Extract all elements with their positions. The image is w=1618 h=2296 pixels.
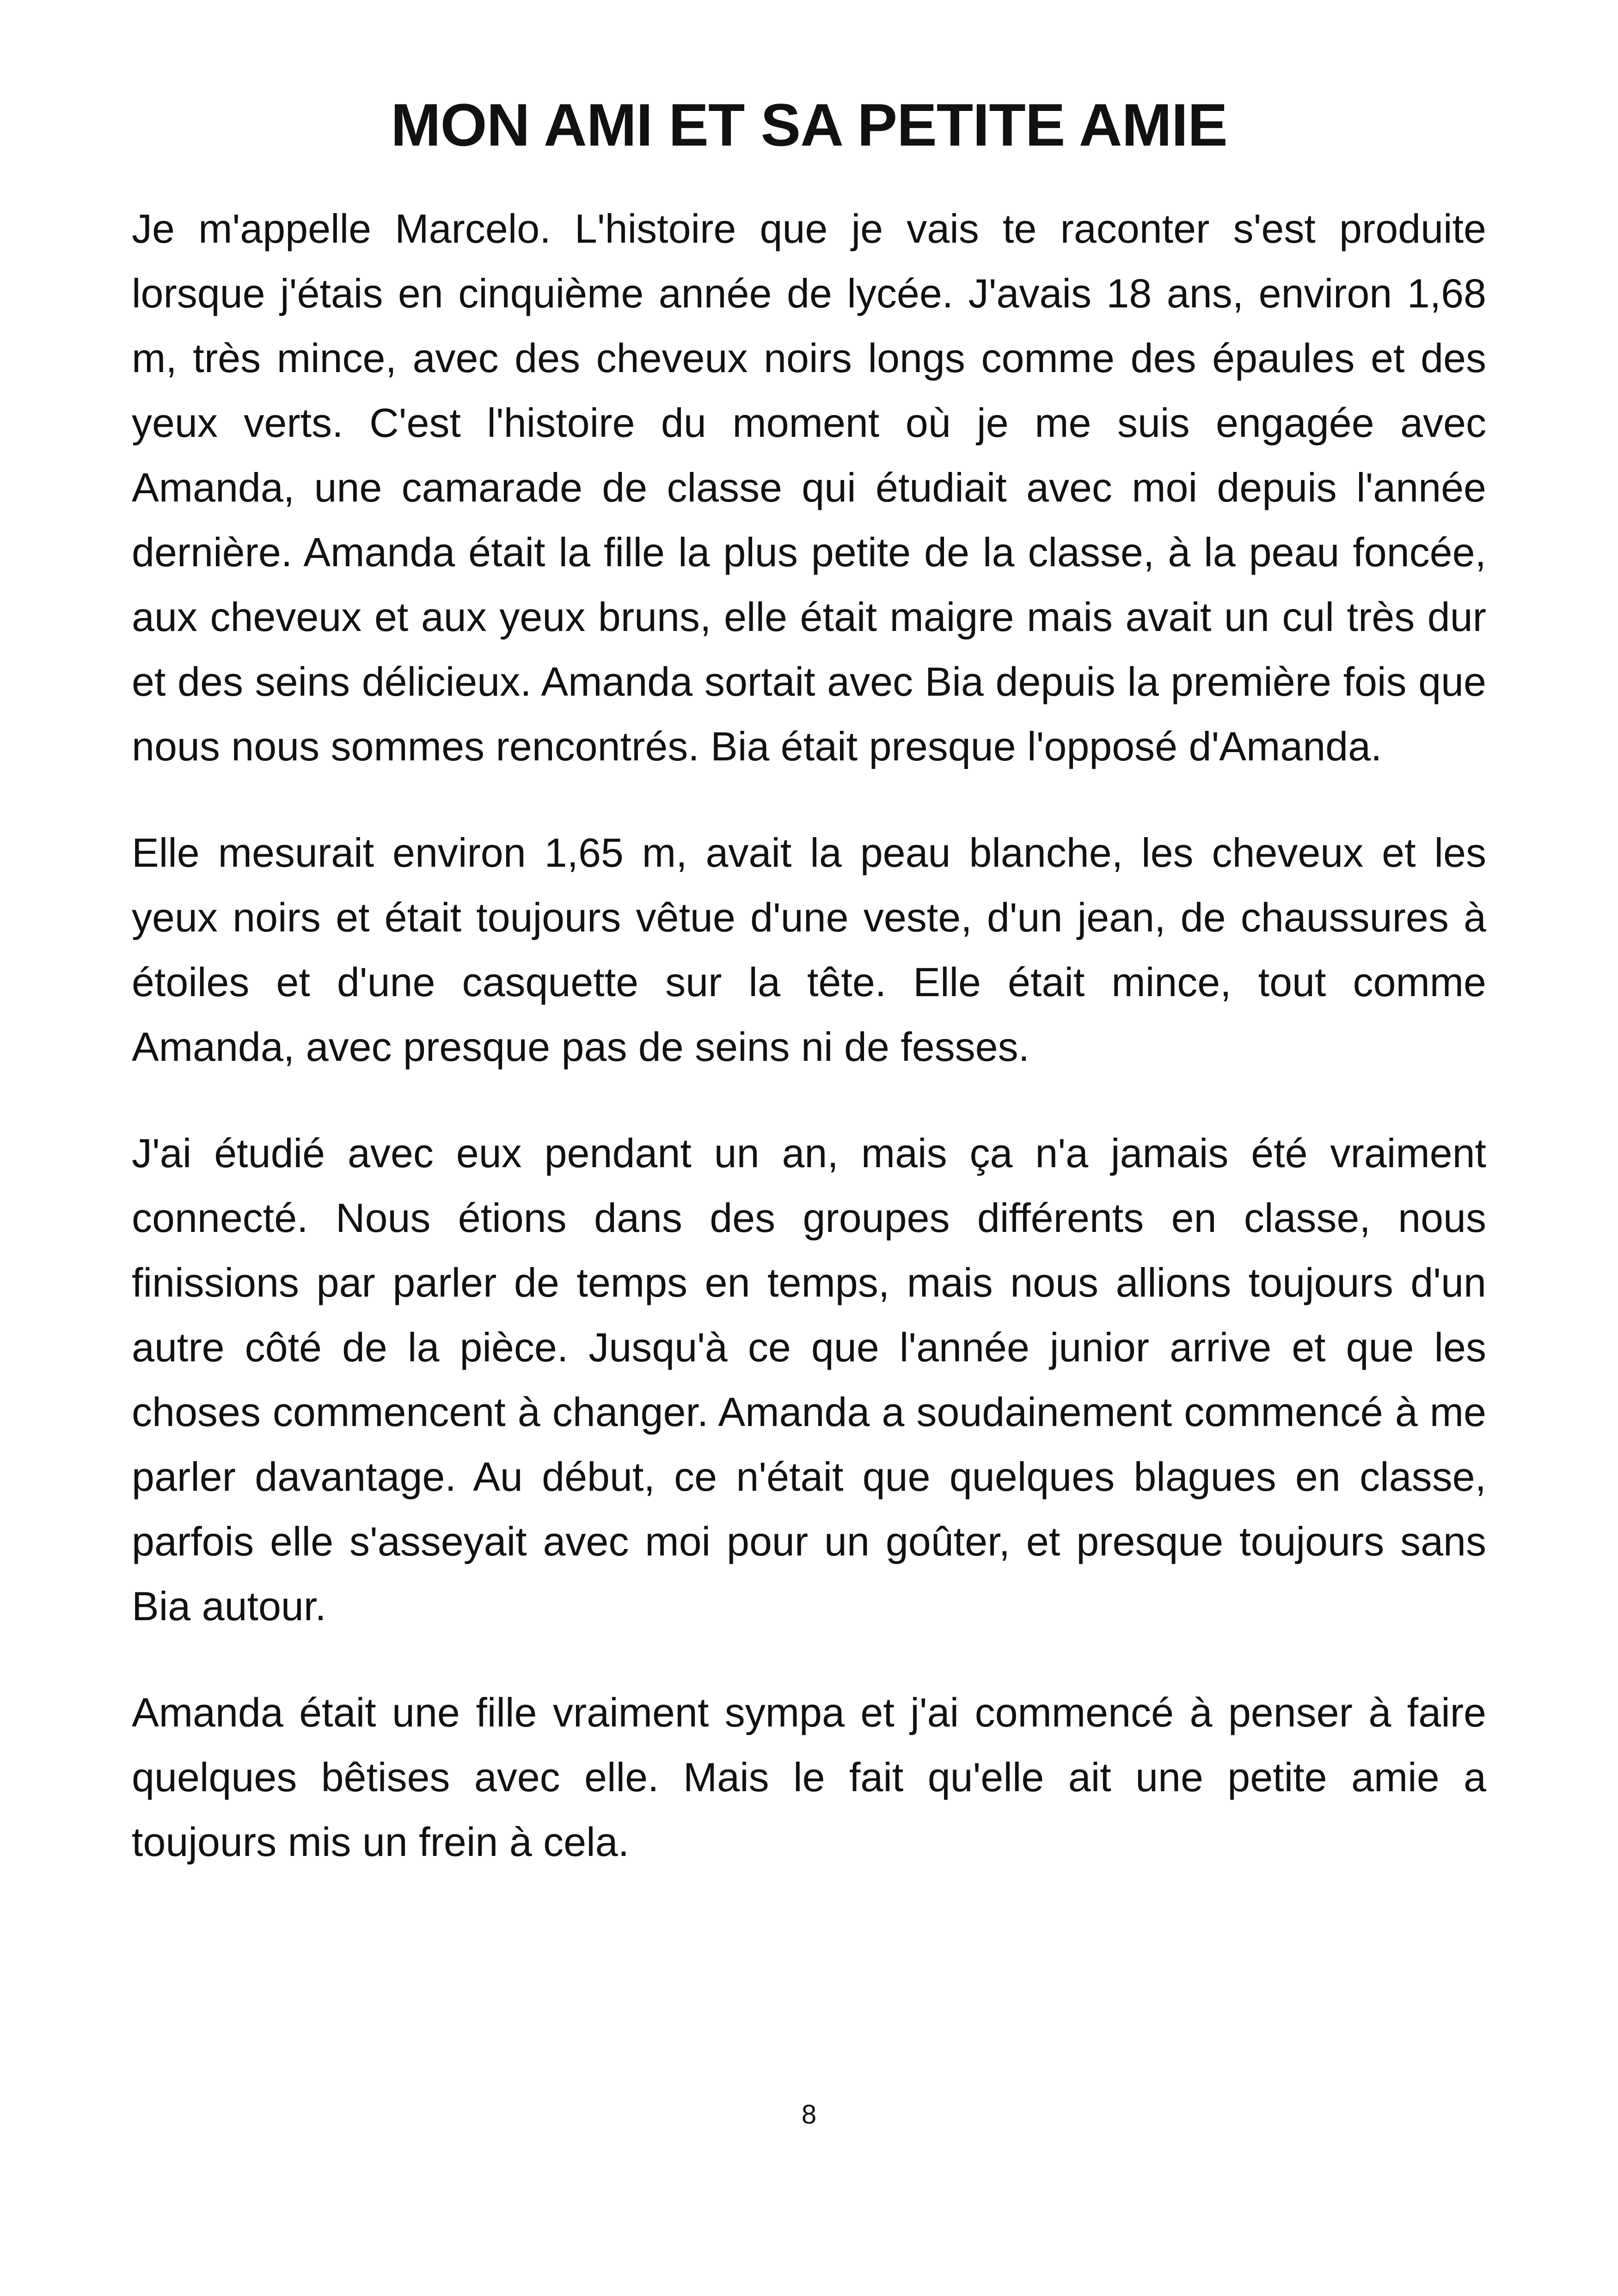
page-title: MON AMI ET SA PETITE AMIE <box>391 91 1227 159</box>
body-text <box>132 196 1486 1916</box>
paragraph-2: Elle mesurait environ 1,65 m, avait la peau blanche, les cheveux et les yeux noirs et était toujours vêtue d'une veste, d'un jean, de chaussures à étoiles et d'une casquette sur la tête. Elle était mince, tout comme Amanda, avec presque pas de seins ni de fesses. <box>132 830 1486 1070</box>
paragraph-4: Amanda était une fille vraiment sympa et j'ai commencé à penser à faire quelques bêtises avec elle. Mais le fait qu'elle ait une petite amie a toujours mis un frein à cela. <box>132 1690 1486 1865</box>
paragraph-1: Je m'appelle Marcelo. L'histoire que je vais te raconter s'est produite lorsque j'étais en cinquième année de lycée. J'avais 18 ans, environ 1,68 m, très mince, avec des cheveux noirs longs comme des épaules et des yeux verts. C'est l'histoire du moment où je me suis engagée avec Amanda, une camarade de classe qui étudiait avec moi depuis l'année dernière. Amanda était la fille la plus petite de la classe, à la peau foncée, aux cheveux et aux yeux bruns, elle était maigre mais avait un cul très dur et des seins délicieux. Amanda sortait avec Bia depuis la première fois que nous nous sommes rencontrés. Bia était presque l'opposé d'Amanda. <box>132 206 1486 769</box>
paragraph-3: J'ai étudié avec eux pendant un an, mais ça n'a jamais été vraiment connecté. Nous étions dans des groupes différents en classe, nous finissions par parler de temps en temps, mais nous allions toujours d'un autre côté de la pièce. Jusqu'à ce que l'année junior arrive et que les choses commencent à changer. Amanda a soudainement commencé à me parler davantage. Au début, ce n'était que quelques blagues en classe, parfois elle s'asseyait avec moi pour un goûter, et presque toujours sans Bia autour. <box>132 1130 1486 1629</box>
page-number: 8 <box>801 2100 817 2130</box>
